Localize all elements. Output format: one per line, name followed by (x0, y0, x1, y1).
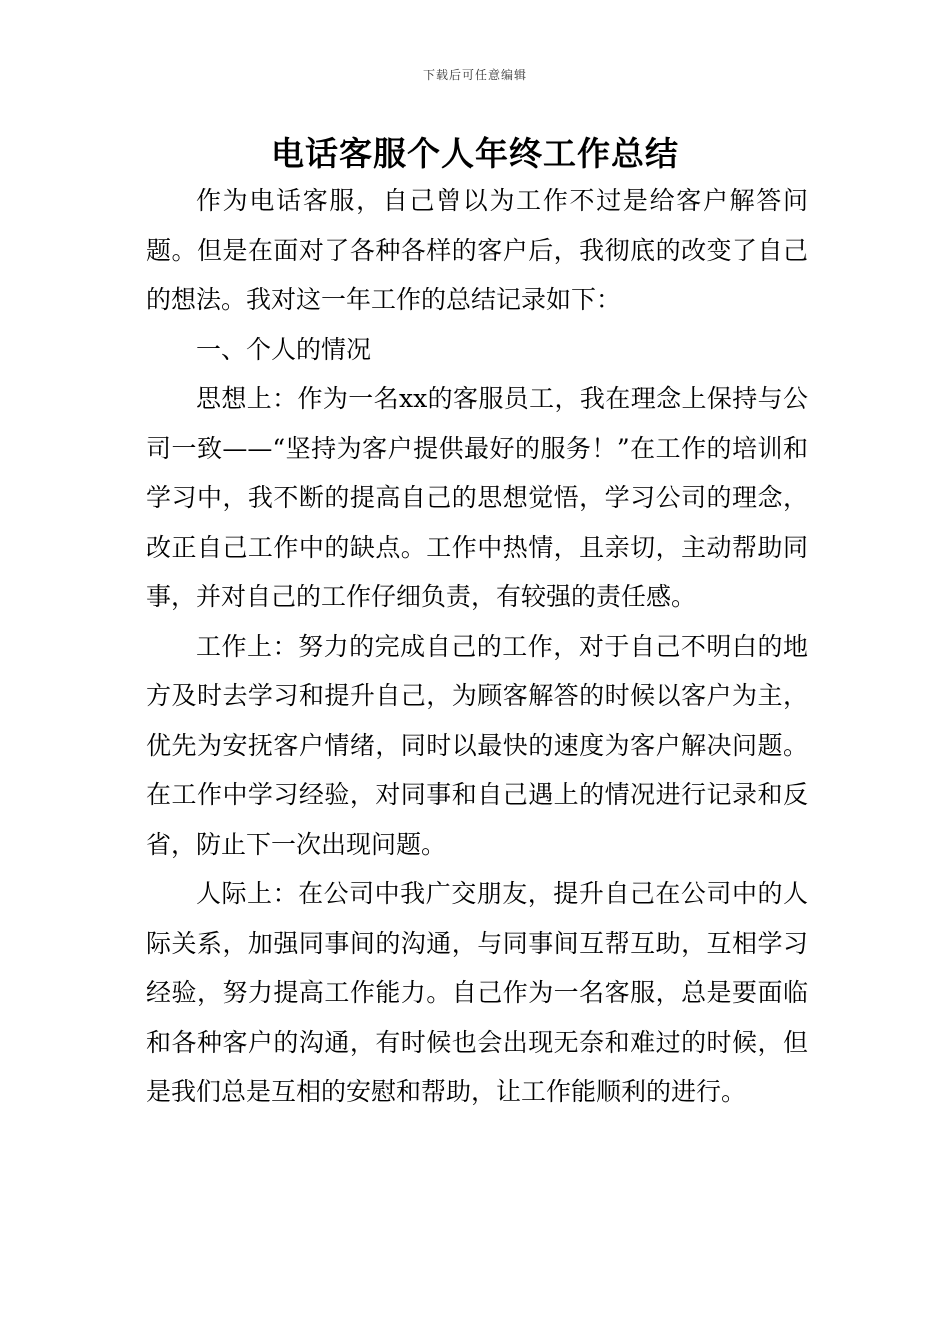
header-note: 下载后可任意编辑 (422, 68, 527, 82)
intro-paragraph: 作为电话客服，自己曾以为工作不过是给客户解答问题。但是在面对了各种各样的客户后，我彻底的改变了自己的想法。我对这一年工作的总结记录如下： (146, 186, 808, 314)
paragraph-relationships: 人际上：在公司中我广交朋友，提升自己在公司中的人际关系，加强同事间的沟通，与同事间互帮互助，互相学习经验，努力提高工作能力。自己作为一名客服，总是要面临和各种客户的沟通，有时候也会出现无奈和难过的时候，但是我们总是互相的安慰和帮助，让工作能顺利的进行。 (146, 879, 808, 1106)
document-title: 电话客服个人年终工作总结 (271, 134, 679, 173)
paragraph-thought: 思想上：作为一名xx的客服员工，我在理念上保持与公司一致——“坚持为客户提供最好的服务！”在工作的培训和学习中，我不断的提高自己的思想觉悟，学习公司的理念，改正自己工作中的缺点。工作中热情，且亲切，主动帮助同事，并对自己的工作仔细负责，有较强的责任感。 (146, 384, 808, 611)
paragraph-work: 工作上：努力的完成自己的工作，对于自己不明白的地方及时去学习和提升自己，为顾客解答的时候以客户为主，优先为安抚客户情绪，同时以最快的速度为客户解决问题。在工作中学习经验，对同事和自己遇上的情况进行记录和反省，防止下一次出现问题。 (146, 631, 808, 859)
document-body (146, 176, 808, 1117)
section-heading-personal: 一、个人的情况 (196, 334, 372, 364)
